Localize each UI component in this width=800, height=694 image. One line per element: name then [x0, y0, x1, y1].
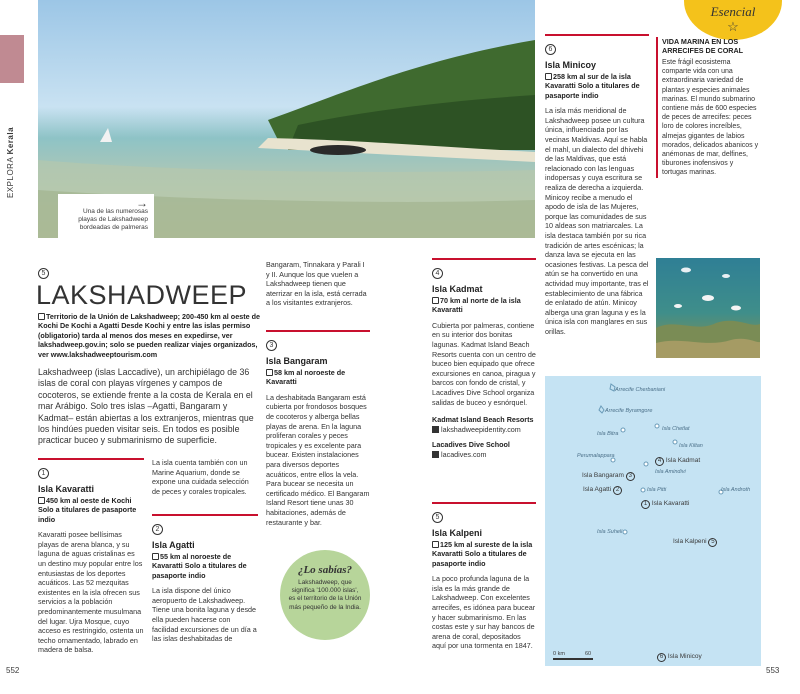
agatti-continued: Bangaram, Tinnakara y Parali I y II. Aunque los que vuelen a Lakshadweep tienen que aterrizar en la isla, está cerrada a los visitantes extranjeros. — [266, 260, 367, 308]
lacadives-web[interactable]: lacadives.com — [432, 450, 536, 460]
marine-text: Este frágil ecosistema comparte vida con una extraordinaria variedad de plantas y especies animales marinas. El mundo submarino contiene más de 600 especies de peces de arrecifes: peces loro de colores increíbles, almejas gigantes de labios morados, delicados abanicos y anémonas de mar, delfines, tiburones inofensivos y tortugas marinas. — [662, 59, 759, 177]
site-agatti: 2 Isla Agatti 55 km al noroeste de Kavaratti Solo a titulares de pasaporte indio La isla dispone del único aeropuerto de Lakshadweep. Tiene una bonita laguna y desde ella pueden hacerse con facilidad excursiones de un día a las islas deshabitadas de — [152, 514, 258, 644]
map-label: Arrecife Byramgore — [605, 408, 653, 414]
map-label: Isla Suheli — [597, 529, 623, 535]
pin-icon — [38, 497, 45, 504]
photo-caption: Una de las numerosas playas de Lakshadweep bordeadas de palmeras — [78, 208, 148, 231]
map-label: Isla Chetlat — [662, 426, 690, 432]
main-number: 5 — [38, 262, 49, 280]
site-info: 450 km al oeste de Kochi Solo a titulares de pasaporte indio — [38, 496, 137, 524]
map-label: Perumalappara — [577, 453, 615, 459]
map-label: Isla Amindivi — [655, 469, 686, 475]
site-minicoy: 6 Isla Minicoy 258 km al sur de la isla Kavaratti Solo a titulares de pasaporte indio La isla más meridional de Lakshadweep posee un cultura única, influenciada por las vecinas Maldivas. Aquí se habla el mahl, un dialecto del dhivehi de las Maldivas, que está relacionado con las lenguas indopersas y cuya escritura se realiza de derecha a izquierda. Minicoy recibe a menudo el apodo de isla de las Mujeres, porque las comunidades de sus 10 aldeas son matriarcales. La isla destaca también por su rica tradición de artes escénicas; la danza lava se ejecuta en las ocasiones festivas. La pesca del atún se ha convertido en una actividad muy importante, tras el establecimiento de una fábrica de enlatado de atún. Minicoy alberga una gran laguna y es la única isla con manglares en sus orillas. — [545, 34, 649, 336]
site-kalpeni: 5 Isla Kalpeni 125 km al sureste de la isla Kavaratti Solo a titulares de pasaporte indio La poco profunda laguna de la isla es la más grande de Lakshadweep. Con excelentes arrecifes, es idónea para bucear y hacer submarinismo. En las costas este y sur hay bancos de arena de coral, depositados aquí por una tormenta en 1847. — [432, 502, 536, 651]
site-kadmat: 4 Isla Kadmat 70 km al norte de la isla Kavaratti Cubierta por palmeras, contiene en su interior dos bonitas lagunas. Kadmat Island Beach Resorts cuenta con un centro de buceo bien equipado que ofrece excursiones en canoa, piragua y barcos con fondo de cristal, y Lacadives Dive School organiza salidas de buceo y esnórquel. Kadmat Island Beach Resorts lakshadweepidentity.com Lacadives Dive School lacadives.com — [432, 258, 536, 459]
map-label: Isla Androth — [721, 487, 751, 493]
section-label: EXPLORA Kerala — [6, 126, 15, 198]
map-place-agatti[interactable]: Isla Agatti 2 — [583, 485, 622, 495]
map-place-bangaram[interactable]: Isla Bangaram 3 — [582, 471, 635, 481]
marine-title: VIDA MARINA EN LOS ARRECIFES DE CORAL — [662, 37, 744, 55]
site-title: Isla Kavaratti — [38, 484, 95, 494]
map-place-kalpeni[interactable]: Isla Kalpeni 5 — [673, 537, 717, 547]
map-label: Isla Bitra — [597, 431, 619, 437]
kadmat-resort-name: Kadmat Island Beach Resorts — [432, 415, 534, 425]
lacadives-name: Lacadives Dive School — [432, 440, 510, 450]
pin-icon — [432, 297, 439, 304]
site-kavaratti: 1 Isla Kavaratti 450 km al oeste de Kochi Solo a titulares de pasaporte indio Kavaratti posee bellísimas playas de arena blanca, y su laguna de aguas cristalinas es un destino muy popular entre los entusiastas de los deportes acuáticos. Las 52 mezquitas existentes en la isla ofrecen sus servicios a la población predominantemente musulmana del lugar. Ujra Mosque, cuyo acceso es restringido, ostenta un techo ornamentado, labrado en madera de balsa. — [38, 458, 144, 655]
site-text: La poco profunda laguna de la isla es la más grande de Lakshadweep. Con excelentes arrecifes, es idónea para bucear y hacer submarinismo. En las costas este y sur hay bancos de arena de coral, depositados aquí por una tormenta en 1847. — [432, 574, 536, 651]
esencial-badge: Esencial ☆ — [684, 0, 782, 40]
site-title: Isla Agatti — [152, 540, 195, 550]
site-info: 55 km al noroeste de Kavaratti Solo a titulares de pasaporte indio — [152, 552, 247, 580]
intro-text: Lakshadweep (islas Laccadive), un archipiélago de 36 islas de coral con playas vírgenes y campos de cocoteros, se extiende frente a la costa de Kerala en el mar Arábigo. Solo tres islas –Agatti, Bangaram y Kadmat– están abiertas a los extranjeros, mientras que los hindúes pueden visitar seis. En todos es posible practicar buceo y submarinismo de superficie. — [38, 367, 254, 446]
page-number-right: 553 — [766, 666, 780, 675]
site-title: Isla Kalpeni — [432, 528, 483, 538]
map-label: Arrecife Cherbaniani — [615, 387, 666, 393]
web-icon — [432, 451, 439, 458]
page-number-left: 552 — [6, 666, 20, 675]
web-icon — [432, 426, 439, 433]
scale-zero: 0 km — [553, 651, 565, 657]
star-icon: ☆ — [727, 19, 739, 34]
site-text: La isla más meridional de Lakshadweep posee un cultura única, influenciada por las vecinas Maldivas. Aquí se habla el mahl, un dialecto del dhivehi de las Maldivas, que está relacionado con las lenguas indopersas y cuya escritura se realiza de derecha a izquierda. Minicoy recibe a menudo el apodo de isla de las Mujeres, porque las comunidades de sus 10 aldeas son matriarcales. La isla destaca también por su rica tradición de artes escénicas; la danza lava se ejecuta en las ocasiones festivas. La pesca del atún se ha convertido en una actividad muy importante, tras el establecimiento de una fábrica de enlatado de atún. Minicoy alberga una gran laguna y es la única isla con manglares en sus orillas. — [545, 106, 649, 336]
site-text: Cubierta por palmeras, contiene en su interior dos bonitas lagunas. Kadmat Island Beach Resorts cuenta con un centro de buceo bien equipado que ofrece excursiones en canoa, piragua y barcos con fondo de cristal, y Lacadives Dive School organiza salidas de buceo y esnórquel. — [432, 320, 536, 407]
page-title: LAKSHADWEEP — [36, 280, 248, 310]
scale-max: 60 — [585, 651, 592, 657]
pin-icon — [266, 369, 273, 376]
map-label: Isla Kiltan — [679, 443, 703, 449]
pin-icon — [38, 313, 45, 320]
beach-photo — [38, 0, 535, 238]
section-tab — [0, 35, 24, 83]
pin-icon — [545, 73, 552, 80]
site-info: 70 km al norte de la isla Kavaratti — [432, 296, 521, 315]
site-info: 258 km al sur de la isla Kavaratti Solo a titulares de pasaporte indio — [545, 72, 640, 100]
coral-photo — [656, 258, 760, 358]
pin-icon — [432, 541, 439, 548]
site-text: La isla dispone del único aeropuerto de Lakshadweep. Tiene una bonita laguna y desde ella pueden hacerse con facilidad excursiones de un día a las islas deshabitadas de — [152, 586, 257, 644]
map-place-minicoy[interactable]: 6 Isla Minicoy — [657, 652, 702, 662]
map — [545, 376, 761, 666]
site-title: Isla Bangaram — [266, 356, 328, 366]
site-title: Isla Minicoy — [545, 60, 597, 70]
fish-scene — [656, 258, 760, 358]
main-info: Territorio de la Unión de Lakshadweep; 200-450 km al oeste de Kochi De Kochi a Agatti Desde Kochi y entre las islas permiso (obligatorio) tarda al menos dos meses en expedirse, ver lakshadweep.gov.in; solo se pueden realizar viajes organizados, ver www.lakshadweeptourism.com — [38, 312, 260, 359]
kavaratti-continued: La isla cuenta también con un Marine Aquarium, donde se expone una cuidada selección de peces y corales tropicales. — [152, 458, 249, 496]
site-text: Kavaratti posee bellísimas playas de arena blanca, y su laguna de aguas cristalinas es un destino muy popular entre los entusiastas de los deportes acuáticos. Las 52 mezquitas existentes en la isla ofrecen sus servicios a la población predominantemente musulmana del lugar. Ujra Mosque, cuyo acceso es restringido, ostenta un techo ornamentado, labrado en madera de balsa. — [38, 530, 144, 655]
arrow-right-icon: → — [136, 196, 148, 210]
site-text: La deshabitada Bangaram está cubierta por frondosos bosques de cocoteros y alberga bellas playas de arena. En la laguna proliferan corales y peces tropicales y es excelente para bucear. Existen instalaciones para diversos deportes acuáticos, entre ellos la vela. Para bucear se necesita un certificado médico. El Bangaram Island Resort tiene unas 30 habitaciones, además de restaurante y bar. — [266, 392, 370, 527]
site-bangaram: 3 Isla Bangaram 58 km al noroeste de Kavaratti La deshabitada Bangaram está cubierta por frondosos bosques de cocoteros y alberga bellas playas de arena. En la laguna proliferan corales y peces tropicales y es excelente para bucear. Existen instalaciones para diversos deportes acuáticos, entre ellos la vela. Para bucear se necesita un certificado médico. El Bangaram Island Resort tiene unas 30 habitaciones, además de restaurante y bar. — [266, 330, 370, 527]
map-place-kavaratti[interactable]: 1 Isla Kavaratti — [641, 499, 689, 509]
pin-icon — [152, 553, 159, 560]
island-shapes — [545, 376, 761, 666]
site-info: 58 km al noroeste de Kavaratti — [266, 368, 346, 387]
kadmat-resort-web[interactable]: lakshadweepidentity.com — [432, 425, 536, 435]
marine-box — [656, 37, 760, 178]
map-place-kadmat[interactable]: 4 Isla Kadmat — [655, 456, 700, 466]
site-title: Isla Kadmat — [432, 284, 483, 294]
did-you-know: ¿Lo sabías? Lakshadweep, que significa '100.000 islas', es el territorio de la Unión más pequeño de la India. — [280, 550, 370, 640]
site-info: 125 km al sureste de la isla Kavaratti Solo a titulares de pasaporte indio — [432, 540, 533, 568]
photo-caption-box — [58, 194, 154, 238]
map-label: Isla Pitti — [647, 487, 667, 493]
